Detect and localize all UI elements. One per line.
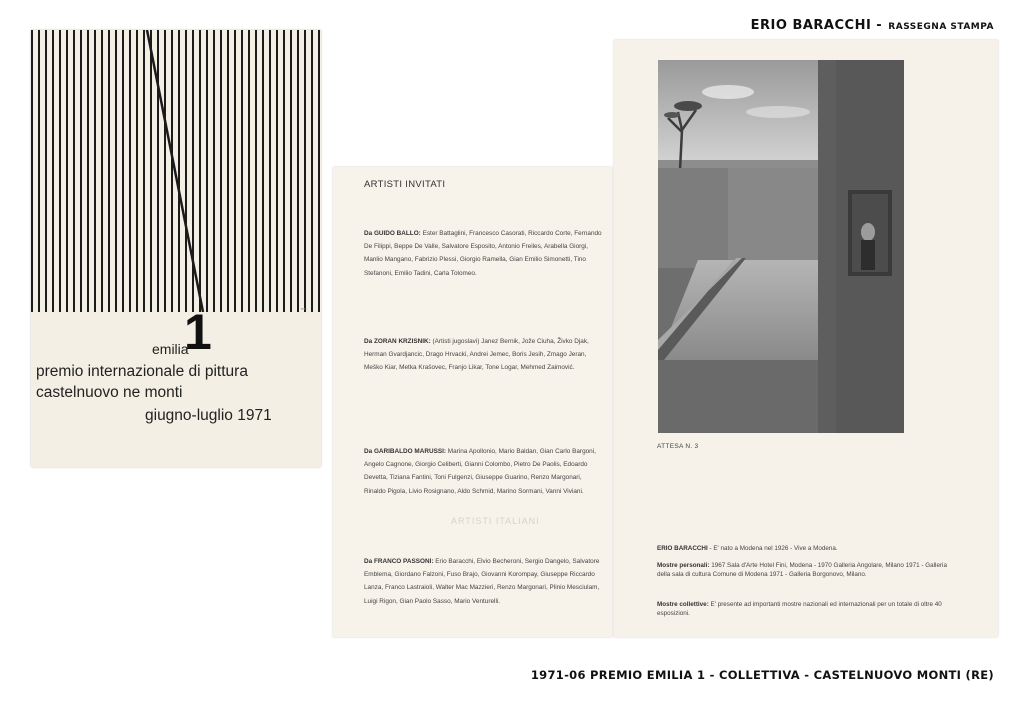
cover-printer-mark: ▪▪▪▪ <box>301 306 307 311</box>
header-name: ERIO BARACCHI - <box>750 18 883 33</box>
bio-text: E' presente ad importanti mostre nazionali ed internazionali per un totale di oltre 40 esposizioni. <box>657 601 942 617</box>
painting-page <box>614 40 998 637</box>
bio-paragraph <box>657 600 957 618</box>
bio-paragraph <box>657 544 957 553</box>
artist-group-text: Marina Apollonio, Mario Baldan, Gian Carlo Bargoni, Angelo Cagnone, Giorgio Celiberti, Gianni Colombo, Pietro De Paolis, Edoardo Devetta, Tiziana Fantini, Toni Fulgenzi, Giuseppe Guarino, Renzo Margonari, Rinaldo Pigola, Livio Rosignano, Aldo Schmid, Marino Sormani, Vanni Viviani. <box>364 448 596 495</box>
cover-line-date: giugno-luglio 1971 <box>145 407 272 424</box>
cover-line-castelnuovo: castelnuovo ne monti <box>36 384 183 401</box>
catalog-cover <box>31 30 321 467</box>
artist-group-lead: Da FRANCO PASSONI: <box>364 558 434 565</box>
artist-group <box>364 555 602 608</box>
cover-number-one: 1 <box>184 304 212 360</box>
cover-diagonal-line <box>31 30 321 312</box>
cover-stripe-pattern <box>31 30 321 312</box>
artist-group <box>364 335 602 375</box>
painting-image <box>658 60 904 433</box>
artist-group-text: Ester Battaglini, Francesco Casorati, Riccardo Corte, Fernando De Filippi, Beppe De Valle, Salvatore Esposito, Antonio Freiles, Arabella Giorgi, Manlio Mangano, Fabrizio Plessi, Giorgio Ramella, Gian Emilio Simonetti, Tino Stefanoni, Emilio Tadini, Carla Tolomeo. <box>364 230 602 277</box>
artist-group-text: (Artisti jugoslavi) Janez Bernik, Jože Ciuha, Živko Djak, Herman Gvardjancic, Drago Hrvacki, Andrei Jemec, Boris Jesih, Zmago Jeran, Meško Kiar, Metka Krašovec, Franjo Likar, Tone Logar, Mehmed Zaimović. <box>364 338 589 372</box>
page-header <box>751 14 994 33</box>
artist-group <box>364 445 602 498</box>
painting-caption: ATTESA N. 3 <box>657 443 699 450</box>
artist-group-lead: Da ZORAN KRZISNIK: <box>364 338 431 345</box>
page-footer-caption: 1971-06 PREMIO EMILIA 1 - COLLETTIVA - CASTELNUOVO MONTI (RE) <box>530 668 994 682</box>
cover-line-premio: premio internazionale di pittura <box>36 363 248 380</box>
bio-lead: Mostre personali: <box>657 562 710 569</box>
artist-group-lead: Da GUIDO BALLO: <box>364 230 421 237</box>
bio-text: - E' nato a Modena nel 1926 - Vive a Modena. <box>707 545 838 552</box>
artist-group <box>364 227 602 280</box>
artist-group-text: Erio Baracchi, Elvio Becheroni, Sergio Dangelo, Salvatore Emblema, Giordano Falzoni, Fuso Brajo, Giovanni Korompay, Giuseppe Riccardo Lanza, Franco Lastraioli, Walter Mac Mazzieri, Renzo Margonari, Plinio Mesciulam, Luigi Rigon, Gian Paolo Sasso, Mario Venturelli. <box>364 558 600 605</box>
artist-group-lead: Da GARIBALDO MARUSSI: <box>364 448 447 455</box>
bleed-through-text: ARTISTI ITALIANI <box>451 516 540 526</box>
painting-illustration <box>658 60 904 433</box>
bio-lead: ERIO BARACCHI <box>657 545 708 552</box>
bio-text: 1967 Sala d'Arte Hotel Fini, Modena - 1970 Galleria Angolare, Milano 1971 - Galleria della sala di cultura Comune di Modena 1971 - Galleria Borgonovo, Milano. <box>657 562 947 578</box>
bio-lead: Mostre collettive: <box>657 601 709 608</box>
bio-paragraph <box>657 561 957 579</box>
header-subtitle: RASSEGNA STAMPA <box>888 22 994 32</box>
cover-emilia-text: emilia <box>152 341 189 357</box>
artists-invited-page <box>333 167 612 637</box>
artists-title: ARTISTI INVITATI <box>364 179 446 190</box>
